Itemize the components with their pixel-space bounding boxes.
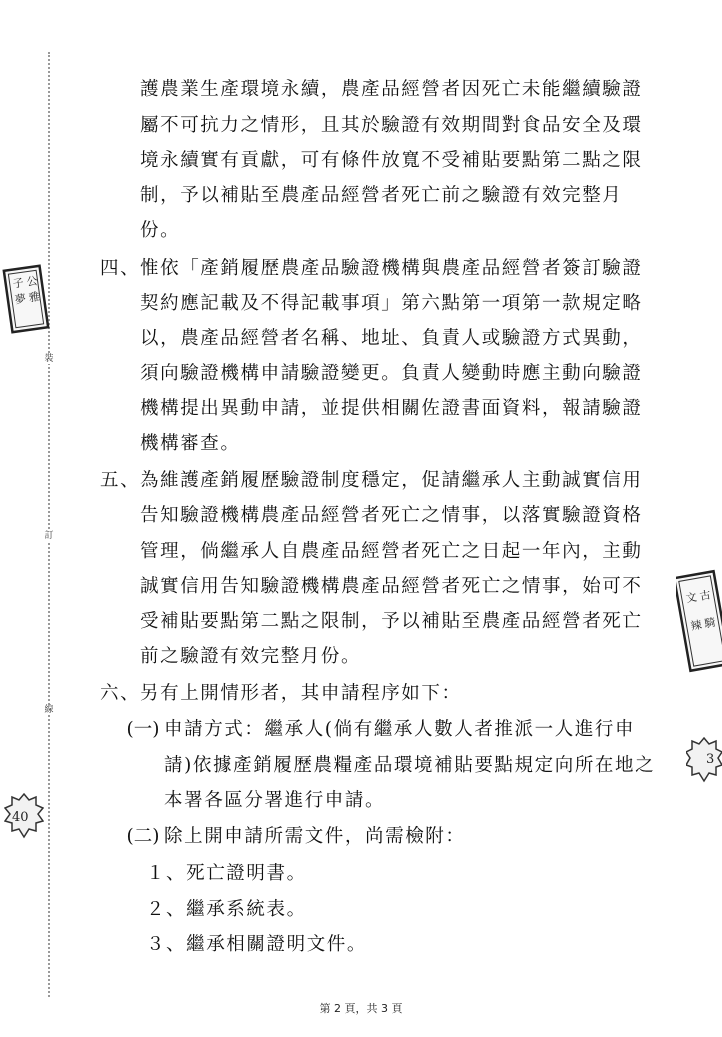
body-line: 誠實信用告知驗證機構農產品經營者死亡之情事，始可不: [140, 576, 643, 597]
attachment-item: １、死亡證明書。: [146, 863, 307, 884]
item-number: ２: [146, 899, 167, 920]
section-marker: 四、: [100, 258, 141, 279]
body-line: 前之驗證有效完整月份。: [140, 646, 362, 667]
svg-text:古: 古: [698, 588, 712, 603]
section-marker: 五、: [100, 470, 141, 491]
section-five-line: 五、為維護產銷履歷驗證制度穩定，促請繼承人主動誠實信用: [100, 470, 643, 491]
svg-text:子: 子: [11, 276, 25, 291]
body-line: 份。: [140, 220, 181, 241]
section-marker: 六、: [100, 683, 141, 704]
svg-text:文: 文: [684, 590, 698, 606]
binding-mark-ding: 訂: [44, 531, 54, 541]
binding-mark-xian: 線: [44, 705, 54, 715]
right-seal-stamp: [676, 566, 722, 676]
body-line: 須向驗證機構申請驗證變更。負責人變動時應主動向驗證: [140, 363, 643, 384]
body-line: 屬不可抗力之情形，且其於驗證有效期間對食品安全及環: [140, 115, 643, 136]
attachment-item: ２、繼承系統表。: [146, 899, 307, 920]
body-line: 受補貼要點第二點之限制，予以補貼至農產品經營者死亡: [140, 611, 643, 632]
body-line: 契約應記載及不得記載事項」第六點第一項第一款規定略: [140, 293, 643, 314]
attachment-item: ３、繼承相關證明文件。: [146, 934, 368, 955]
svg-text:辣: 辣: [689, 618, 703, 633]
subsection-one-line: (一) 申請方式：繼承人(倘有繼承人數人者推派一人進行申: [122, 718, 635, 742]
left-gear-number: 40: [12, 810, 29, 825]
svg-text:雅: 雅: [27, 290, 41, 305]
subsection-marker: (一): [126, 719, 160, 740]
right-gear-seal-icon: [686, 736, 722, 784]
svg-text:公: 公: [25, 274, 39, 289]
body-line: 告知驗證機構農產品經營者死亡之情事，以落實驗證資格: [140, 505, 643, 526]
section-four-line: 四、惟依「產銷履歷農產品驗證機構與農產品經營者簽訂驗證: [100, 258, 643, 279]
binding-mark-zhuang: 裝: [44, 354, 54, 364]
item-number: １: [146, 863, 167, 884]
subsection-two-line: (二) 除上開申請所需文件，尚需檢附：: [122, 825, 466, 849]
section-six-line: 六、另有上開情形者，其申請程序如下：: [100, 683, 462, 704]
page-number-footer: 第 2 頁，共 3 頁: [319, 1002, 403, 1015]
subsection-marker: (二): [126, 826, 160, 847]
body-line: 制，予以補貼至農產品經營者死亡前之驗證有效完整月: [140, 185, 623, 206]
svg-text:騎: 騎: [703, 615, 717, 631]
body-line: 請)依據產銷履歷農糧產品環境補貼要點規定向所在地之: [164, 755, 656, 776]
item-number: ３: [146, 934, 167, 955]
body-line: 管理，倘繼承人自農產品經營者死亡之日起一年內，主動: [140, 541, 643, 562]
svg-text:夢: 夢: [14, 292, 27, 307]
body-line: 境永續實有貢獻，可有條件放寬不受補貼要點第二點之限: [140, 150, 643, 171]
body-line: 護農業生產環境永續，農產品經營者因死亡未能繼續驗證: [140, 79, 643, 100]
body-line: 機構審查。: [140, 433, 241, 454]
right-gear-number: 3: [706, 752, 715, 767]
body-line: 本署各區分署進行申請。: [164, 790, 386, 811]
left-seal-stamp: [2, 262, 50, 338]
binding-margin-line: [48, 52, 50, 997]
body-line: 機構提出異動申請，並提供相關佐證書面資料，報請驗證: [140, 398, 643, 419]
body-line: 以，農產品經營者名稱、地址、負責人或驗證方式異動，: [140, 328, 643, 349]
